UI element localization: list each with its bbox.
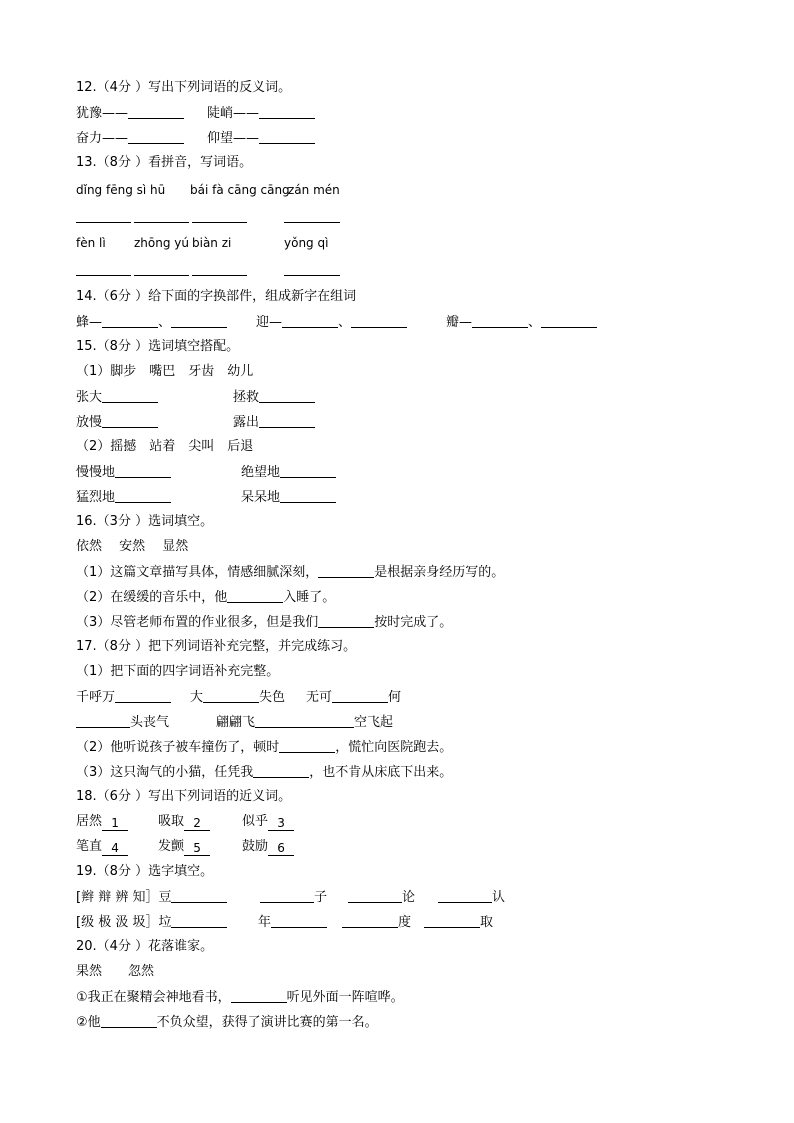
answer-blank[interactable] [102,389,158,403]
answer-blank[interactable] [128,130,184,144]
answer-blank[interactable] [115,689,171,703]
answer-blank[interactable] [115,464,171,478]
answer-blank[interactable] [259,130,315,144]
answer-blank[interactable] [259,414,315,428]
answer-blank[interactable]: 2 [184,816,210,831]
q16-sentence: （2）在缓缓的音乐中，他 入睡了。 [76,590,336,605]
q14-title: 14.（6分 ）给下面的字换部件，组成新字在组词 [76,289,357,304]
q18-item: 鼓励 6 [242,839,294,856]
q15-item: 拯救 [233,389,315,406]
answer-blank[interactable]: 5 [184,841,210,856]
q19-group: [级 极 汲 圾］垃 [76,914,227,931]
q17-idiom: 千呼万 [76,689,171,706]
answer-blank[interactable] [101,1014,157,1028]
pinyin-label: yǒng qì [284,236,329,250]
q12-item: 陡峭—— [207,105,315,122]
answer-blank[interactable] [203,689,259,703]
q18-item: 似乎 3 [242,814,294,831]
q19-item: 年 [258,914,327,931]
answer-blank[interactable] [332,689,388,703]
q14-item: 迎— 、 [256,314,407,331]
q19-item: 认 [438,889,505,906]
q12-item: 奋力—— [76,130,184,147]
q20-sentence: ①我正在聚精会神地看书， 听见外面一阵喧哗。 [76,990,404,1005]
answer-blank[interactable] [284,222,340,223]
pinyin-label: zán mén [288,183,340,197]
answer-blank[interactable] [279,739,335,753]
q17-idiom: 翩翩飞 [216,714,311,731]
answer-blank[interactable] [541,314,597,328]
q19-group: [辫 辩 辨 知］豆 [76,889,227,906]
q15-title: 15.（8分 ）选词填空搭配。 [76,339,240,354]
pinyin-label: dǐng fēng sì hū [76,183,166,197]
answer-blank[interactable] [472,314,528,328]
q12-title: 12.（4分 ）写出下列词语的反义词。 [76,80,292,95]
answer-blank[interactable] [280,464,336,478]
answer-blank[interactable] [134,275,189,276]
q15-item: 放慢 [76,414,158,431]
answer-blank[interactable] [351,314,407,328]
answer-blank[interactable] [424,914,480,928]
answer-blank[interactable] [76,714,130,728]
q14-item: 瓣— 、 [446,314,597,331]
q17-idiom: 大 失色 [190,690,286,705]
pinyin-label: fèn lì [76,236,106,250]
answer-blank[interactable]: 1 [102,816,128,831]
q19-item: 度 [342,914,411,931]
answer-blank[interactable] [284,275,340,276]
answer-blank[interactable] [171,314,227,328]
answer-blank[interactable] [231,989,287,1003]
answer-blank[interactable] [300,714,354,728]
q20-word-list: 果然 忽然 [76,964,155,979]
q15-item: 露出 [233,414,315,431]
answer-blank[interactable] [134,222,189,223]
q15-item: 猛烈地 [76,489,171,506]
q19-title: 19.（8分 ）选字填空。 [76,864,214,879]
answer-blank[interactable]: 3 [268,816,294,831]
answer-blank[interactable] [102,314,158,328]
q15-word-list: （2）摇撼 站着 尖叫 后退 [76,439,254,454]
q15-item: 慢慢地 [76,464,171,481]
q18-item: 吸取 2 [158,814,210,831]
pinyin-label: biàn zi [192,236,232,250]
answer-blank[interactable]: 6 [268,841,294,856]
answer-blank[interactable] [192,222,247,223]
q17-idiom: 头丧气 [76,714,169,731]
q19-item: 论 [348,889,415,906]
q13-title: 13.（8分 ）看拼音，写词语。 [76,155,253,170]
q18-title: 18.（6分 ）写出下列词语的近义词。 [76,789,292,804]
q20-title: 20.（4分 ）花落谁家。 [76,939,214,954]
answer-blank[interactable] [171,889,227,903]
q12-item: 仰望—— [207,130,315,147]
q15-word-list: （1）脚步 嘴巴 牙齿 幼儿 [76,364,254,379]
q17-sentence: （2）他听说孩子被车撞伤了，顿时 ，慌忙向医院跑去。 [76,740,453,755]
answer-blank[interactable] [76,222,131,223]
answer-blank[interactable] [438,889,492,903]
answer-blank[interactable] [76,275,131,276]
answer-blank[interactable] [282,314,338,328]
q15-item: 张大 [76,389,158,406]
answer-blank[interactable]: 4 [102,841,128,856]
answer-blank[interactable] [227,589,283,603]
answer-blank[interactable] [318,564,374,578]
q18-item: 居然 1 [76,814,128,831]
q19-item: 取 [424,914,493,931]
q17-title: 17.（8分 ）把下列词语补充完整，并完成练习。 [76,639,357,654]
q19-item: 子 [260,889,327,906]
q17-idiom: 空飞起 [300,714,393,731]
answer-blank[interactable] [348,889,402,903]
q18-item: 笔直 4 [76,839,128,856]
answer-blank[interactable] [342,914,398,928]
q14-item: 蜂— 、 [76,314,227,331]
q18-item: 发颤 5 [158,839,210,856]
answer-blank[interactable] [280,489,336,503]
answer-blank[interactable] [260,889,314,903]
answer-blank[interactable] [271,914,327,928]
answer-blank[interactable] [192,275,247,276]
answer-blank[interactable] [128,105,184,119]
answer-blank[interactable] [318,614,374,628]
answer-blank[interactable] [102,414,158,428]
q20-sentence: ②他 不负众望，获得了演讲比赛的第一名。 [76,1015,378,1030]
pinyin-label: zhōng yú [134,236,189,250]
answer-blank[interactable] [259,105,315,119]
q17-subtitle: （1）把下面的四字词语补充完整。 [76,664,280,679]
q15-item: 绝望地 [241,464,336,481]
answer-blank[interactable] [253,764,309,778]
q12-item: 犹豫—— [76,105,184,122]
q16-word-list: 依然 安然 显然 [76,539,189,554]
q17-idiom: 无可 何 [306,690,402,705]
answer-blank[interactable] [171,914,227,928]
q16-title: 16.（3分 ）选词填空。 [76,514,214,529]
answer-blank[interactable] [259,389,315,403]
q16-sentence: （1）这篇文章描写具体，情感细腻深刻， 是根据亲身经历写的。 [76,565,505,580]
answer-blank[interactable] [115,489,171,503]
q17-sentence: （3）这只淘气的小猫，任凭我 ，也不肯从床底下出来。 [76,765,453,780]
q15-item: 呆呆地 [241,489,336,506]
q16-sentence: （3）尽管老师布置的作业很多，但是我们 按时完成了。 [76,615,453,630]
pinyin-label: bái fà cāng cāng [190,183,290,197]
